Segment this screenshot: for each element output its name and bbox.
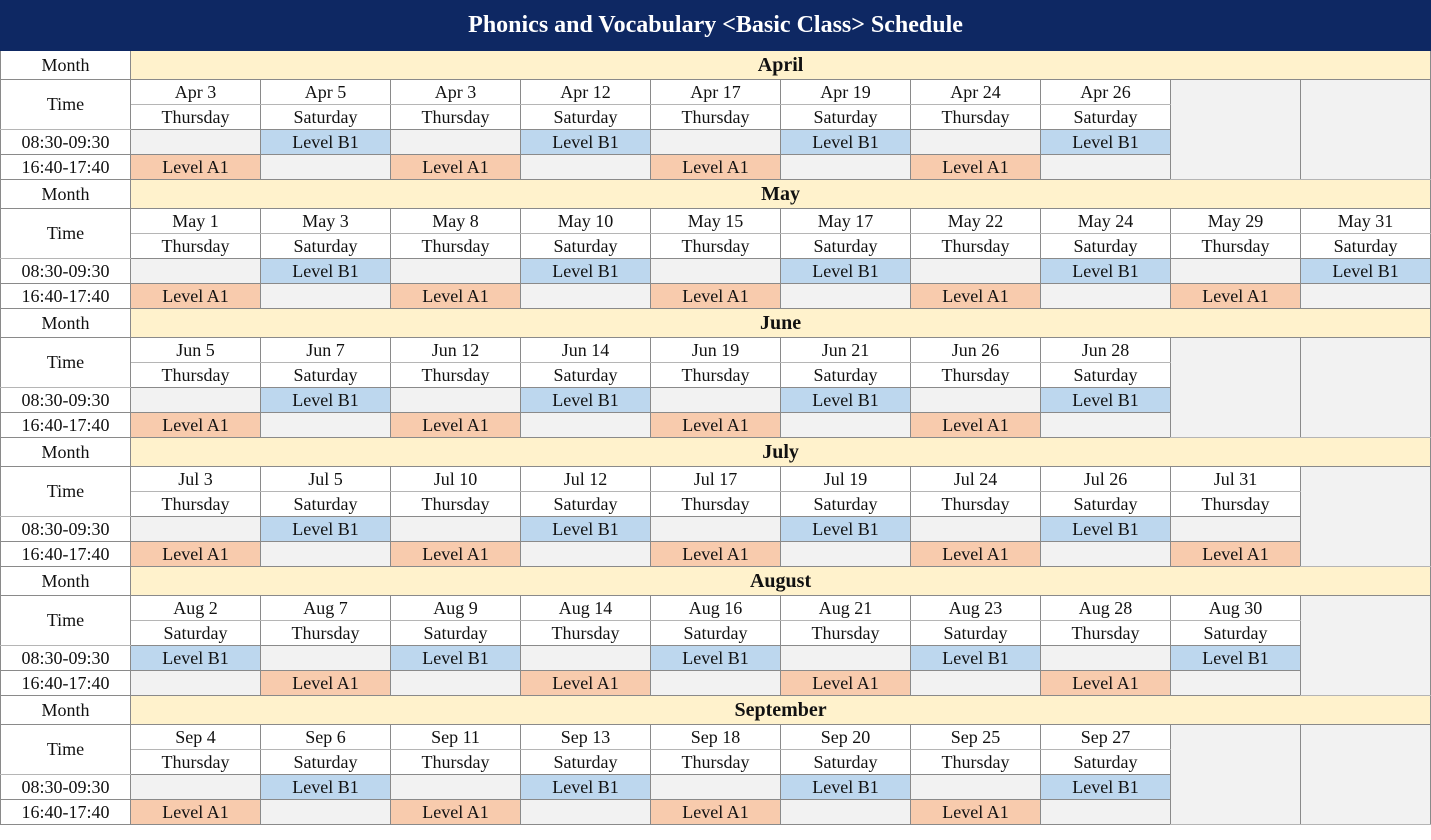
date-cell: Jul 10: [391, 467, 521, 492]
month-row: [1, 696, 1431, 725]
date-cell: Jun 5: [131, 338, 261, 363]
empty-slot-cell: [1041, 155, 1171, 180]
time-slot-row: [1, 671, 1431, 696]
empty-slot-cell: [521, 413, 651, 438]
weekday-cell: Thursday: [391, 234, 521, 259]
month-name: April: [131, 51, 1431, 80]
time-slot-row: [1, 284, 1431, 309]
empty-slot-cell: [651, 775, 781, 800]
weekday-cell: Thursday: [131, 234, 261, 259]
empty-slot-cell: [651, 259, 781, 284]
level-b1-cell: Level B1: [781, 259, 911, 284]
date-cell: Sep 6: [261, 725, 391, 750]
empty-slot-cell: [131, 259, 261, 284]
date-cell: May 29: [1171, 209, 1301, 234]
level-b1-cell: Level B1: [521, 259, 651, 284]
date-cell: Jul 12: [521, 467, 651, 492]
level-b1-cell: Level B1: [781, 775, 911, 800]
empty-slot-cell: [911, 775, 1041, 800]
empty-slot-cell: [781, 284, 911, 309]
level-b1-cell: Level B1: [781, 388, 911, 413]
weekday-cell: Thursday: [391, 750, 521, 775]
blank-cell: [1301, 80, 1431, 180]
time-slot-label: 08:30-09:30: [1, 517, 131, 542]
level-a1-cell: Level A1: [651, 413, 781, 438]
level-a1-cell: Level A1: [391, 284, 521, 309]
empty-slot-cell: [911, 388, 1041, 413]
level-a1-cell: Level A1: [261, 671, 391, 696]
empty-slot-cell: [911, 517, 1041, 542]
weekday-cell: Thursday: [651, 363, 781, 388]
time-slot-label: 16:40-17:40: [1, 413, 131, 438]
empty-slot-cell: [1041, 542, 1171, 567]
month-label: Month: [1, 309, 131, 338]
level-a1-cell: Level A1: [651, 155, 781, 180]
weekday-row: [1, 492, 1431, 517]
level-a1-cell: Level A1: [391, 413, 521, 438]
date-cell: Aug 9: [391, 596, 521, 621]
weekday-cell: Saturday: [1041, 234, 1171, 259]
blank-cell: [1301, 596, 1431, 696]
empty-slot-cell: [1301, 284, 1431, 309]
level-a1-cell: Level A1: [781, 671, 911, 696]
weekday-cell: Thursday: [1041, 621, 1171, 646]
empty-slot-cell: [1041, 646, 1171, 671]
empty-slot-cell: [1041, 413, 1171, 438]
weekday-cell: Thursday: [911, 363, 1041, 388]
weekday-cell: Saturday: [261, 234, 391, 259]
date-cell: Apr 3: [391, 80, 521, 105]
weekday-cell: Saturday: [1041, 105, 1171, 130]
level-b1-cell: Level B1: [781, 517, 911, 542]
month-row: [1, 309, 1431, 338]
empty-slot-cell: [781, 800, 911, 825]
date-row: [1, 80, 1431, 105]
schedule-title: Phonics and Vocabulary <Basic Class> Schedule: [1, 1, 1431, 51]
date-cell: Jun 7: [261, 338, 391, 363]
blank-cell: [1301, 725, 1431, 825]
time-slot-label: 16:40-17:40: [1, 542, 131, 567]
level-a1-cell: Level A1: [651, 542, 781, 567]
empty-slot-cell: [1171, 517, 1301, 542]
empty-slot-cell: [911, 130, 1041, 155]
level-b1-cell: Level B1: [521, 775, 651, 800]
time-label: Time: [1, 725, 131, 775]
level-a1-cell: Level A1: [131, 542, 261, 567]
weekday-cell: Thursday: [261, 621, 391, 646]
level-b1-cell: Level B1: [651, 646, 781, 671]
empty-slot-cell: [911, 259, 1041, 284]
month-label: Month: [1, 696, 131, 725]
empty-slot-cell: [1041, 800, 1171, 825]
date-cell: Jun 12: [391, 338, 521, 363]
empty-slot-cell: [131, 517, 261, 542]
month-name: May: [131, 180, 1431, 209]
date-cell: Apr 17: [651, 80, 781, 105]
weekday-cell: Saturday: [781, 363, 911, 388]
level-a1-cell: Level A1: [911, 800, 1041, 825]
date-cell: Jul 5: [261, 467, 391, 492]
empty-slot-cell: [651, 388, 781, 413]
date-cell: May 15: [651, 209, 781, 234]
empty-slot-cell: [651, 671, 781, 696]
weekday-cell: Saturday: [521, 105, 651, 130]
level-a1-cell: Level A1: [391, 542, 521, 567]
date-row: [1, 467, 1431, 492]
level-b1-cell: Level B1: [1171, 646, 1301, 671]
date-cell: Sep 11: [391, 725, 521, 750]
empty-slot-cell: [781, 155, 911, 180]
blank-cell: [1171, 80, 1301, 180]
level-a1-cell: Level A1: [131, 284, 261, 309]
date-cell: Sep 20: [781, 725, 911, 750]
date-cell: Sep 4: [131, 725, 261, 750]
date-cell: Aug 21: [781, 596, 911, 621]
level-b1-cell: Level B1: [261, 388, 391, 413]
level-a1-cell: Level A1: [651, 284, 781, 309]
blank-cell: [1171, 725, 1301, 825]
level-a1-cell: Level A1: [391, 155, 521, 180]
date-cell: May 24: [1041, 209, 1171, 234]
weekday-cell: Saturday: [1041, 363, 1171, 388]
month-row: [1, 51, 1431, 80]
weekday-cell: Saturday: [521, 492, 651, 517]
date-cell: Sep 25: [911, 725, 1041, 750]
time-label: Time: [1, 209, 131, 259]
weekday-cell: Saturday: [781, 750, 911, 775]
level-a1-cell: Level A1: [131, 413, 261, 438]
weekday-cell: Saturday: [781, 105, 911, 130]
date-row: [1, 596, 1431, 621]
empty-slot-cell: [391, 259, 521, 284]
empty-slot-cell: [521, 284, 651, 309]
time-slot-row: [1, 259, 1431, 284]
weekday-cell: Saturday: [521, 750, 651, 775]
empty-slot-cell: [131, 775, 261, 800]
month-label: Month: [1, 51, 131, 80]
weekday-cell: Saturday: [261, 492, 391, 517]
level-b1-cell: Level B1: [1301, 259, 1431, 284]
time-label: Time: [1, 596, 131, 646]
empty-slot-cell: [391, 130, 521, 155]
empty-slot-cell: [261, 646, 391, 671]
level-b1-cell: Level B1: [1041, 775, 1171, 800]
weekday-row: [1, 621, 1431, 646]
date-cell: Apr 26: [1041, 80, 1171, 105]
date-cell: Apr 5: [261, 80, 391, 105]
date-cell: Apr 3: [131, 80, 261, 105]
weekday-cell: Saturday: [261, 363, 391, 388]
weekday-cell: Saturday: [1171, 621, 1301, 646]
weekday-cell: Thursday: [651, 234, 781, 259]
weekday-cell: Thursday: [391, 105, 521, 130]
time-slot-row: [1, 646, 1431, 671]
level-b1-cell: Level B1: [391, 646, 521, 671]
date-cell: Apr 12: [521, 80, 651, 105]
weekday-cell: Saturday: [131, 621, 261, 646]
empty-slot-cell: [521, 542, 651, 567]
level-a1-cell: Level A1: [911, 413, 1041, 438]
empty-slot-cell: [521, 646, 651, 671]
empty-slot-cell: [391, 775, 521, 800]
empty-slot-cell: [781, 413, 911, 438]
empty-slot-cell: [261, 413, 391, 438]
level-a1-cell: Level A1: [1041, 671, 1171, 696]
weekday-cell: Saturday: [391, 621, 521, 646]
weekday-cell: Saturday: [781, 234, 911, 259]
date-row: [1, 338, 1431, 363]
month-label: Month: [1, 438, 131, 467]
weekday-cell: Thursday: [131, 492, 261, 517]
level-b1-cell: Level B1: [261, 130, 391, 155]
month-name: July: [131, 438, 1431, 467]
weekday-cell: Saturday: [1041, 750, 1171, 775]
time-label: Time: [1, 338, 131, 388]
level-b1-cell: Level B1: [781, 130, 911, 155]
level-b1-cell: Level B1: [261, 259, 391, 284]
date-cell: May 31: [1301, 209, 1431, 234]
level-a1-cell: Level A1: [1171, 542, 1301, 567]
time-slot-label: 08:30-09:30: [1, 388, 131, 413]
weekday-cell: Saturday: [521, 234, 651, 259]
weekday-cell: Saturday: [261, 105, 391, 130]
weekday-cell: Thursday: [131, 105, 261, 130]
level-b1-cell: Level B1: [521, 388, 651, 413]
blank-cell: [1171, 338, 1301, 438]
time-slot-label: 08:30-09:30: [1, 646, 131, 671]
date-cell: Aug 30: [1171, 596, 1301, 621]
weekday-cell: Thursday: [911, 750, 1041, 775]
level-a1-cell: Level A1: [911, 284, 1041, 309]
empty-slot-cell: [131, 388, 261, 413]
level-a1-cell: Level A1: [131, 155, 261, 180]
blank-cell: [1301, 467, 1431, 567]
level-a1-cell: Level A1: [651, 800, 781, 825]
time-slot-row: [1, 542, 1431, 567]
weekday-cell: Saturday: [781, 492, 911, 517]
level-b1-cell: Level B1: [1041, 388, 1171, 413]
date-cell: Apr 19: [781, 80, 911, 105]
empty-slot-cell: [651, 517, 781, 542]
date-cell: Jul 17: [651, 467, 781, 492]
date-cell: Aug 23: [911, 596, 1041, 621]
empty-slot-cell: [1041, 284, 1171, 309]
empty-slot-cell: [1171, 259, 1301, 284]
weekday-cell: Thursday: [781, 621, 911, 646]
empty-slot-cell: [781, 646, 911, 671]
level-a1-cell: Level A1: [391, 800, 521, 825]
empty-slot-cell: [651, 130, 781, 155]
empty-slot-cell: [261, 284, 391, 309]
weekday-cell: Thursday: [1171, 234, 1301, 259]
level-a1-cell: Level A1: [521, 671, 651, 696]
date-cell: May 1: [131, 209, 261, 234]
weekday-cell: Thursday: [651, 105, 781, 130]
date-cell: May 10: [521, 209, 651, 234]
weekday-cell: Thursday: [521, 621, 651, 646]
date-cell: May 3: [261, 209, 391, 234]
time-slot-label: 08:30-09:30: [1, 130, 131, 155]
time-label: Time: [1, 467, 131, 517]
time-slot-label: 16:40-17:40: [1, 155, 131, 180]
empty-slot-cell: [261, 800, 391, 825]
month-name: September: [131, 696, 1431, 725]
empty-slot-cell: [261, 155, 391, 180]
weekday-cell: Saturday: [911, 621, 1041, 646]
weekday-cell: Saturday: [1301, 234, 1431, 259]
empty-slot-cell: [261, 542, 391, 567]
level-b1-cell: Level B1: [911, 646, 1041, 671]
date-cell: Aug 7: [261, 596, 391, 621]
weekday-cell: Saturday: [261, 750, 391, 775]
weekday-row: [1, 234, 1431, 259]
date-cell: Jun 14: [521, 338, 651, 363]
date-cell: Aug 28: [1041, 596, 1171, 621]
month-name: August: [131, 567, 1431, 596]
date-cell: Jun 19: [651, 338, 781, 363]
date-cell: Jul 19: [781, 467, 911, 492]
month-row: [1, 438, 1431, 467]
date-cell: Sep 27: [1041, 725, 1171, 750]
month-row: [1, 180, 1431, 209]
month-label: Month: [1, 180, 131, 209]
time-slot-label: 16:40-17:40: [1, 284, 131, 309]
date-row: [1, 209, 1431, 234]
level-b1-cell: Level B1: [261, 775, 391, 800]
level-b1-cell: Level B1: [1041, 517, 1171, 542]
weekday-cell: Thursday: [131, 750, 261, 775]
weekday-cell: Thursday: [911, 234, 1041, 259]
date-cell: May 17: [781, 209, 911, 234]
date-cell: May 8: [391, 209, 521, 234]
weekday-cell: Thursday: [911, 492, 1041, 517]
date-cell: Jun 21: [781, 338, 911, 363]
weekday-cell: Thursday: [131, 363, 261, 388]
weekday-cell: Thursday: [651, 492, 781, 517]
empty-slot-cell: [521, 155, 651, 180]
weekday-cell: Saturday: [521, 363, 651, 388]
month-name: June: [131, 309, 1431, 338]
level-a1-cell: Level A1: [1171, 284, 1301, 309]
date-cell: Jun 28: [1041, 338, 1171, 363]
time-slot-label: 16:40-17:40: [1, 800, 131, 825]
level-a1-cell: Level A1: [131, 800, 261, 825]
time-slot-label: 16:40-17:40: [1, 671, 131, 696]
empty-slot-cell: [131, 671, 261, 696]
date-cell: May 22: [911, 209, 1041, 234]
date-cell: Apr 24: [911, 80, 1041, 105]
weekday-cell: Thursday: [651, 750, 781, 775]
time-slot-label: 08:30-09:30: [1, 775, 131, 800]
date-cell: Jul 3: [131, 467, 261, 492]
time-slot-label: 08:30-09:30: [1, 259, 131, 284]
date-cell: Jun 26: [911, 338, 1041, 363]
weekday-cell: Saturday: [651, 621, 781, 646]
date-cell: Sep 18: [651, 725, 781, 750]
level-b1-cell: Level B1: [261, 517, 391, 542]
weekday-cell: Thursday: [1171, 492, 1301, 517]
empty-slot-cell: [781, 542, 911, 567]
time-slot-row: [1, 517, 1431, 542]
month-row: [1, 567, 1431, 596]
level-a1-cell: Level A1: [911, 155, 1041, 180]
date-cell: Aug 16: [651, 596, 781, 621]
weekday-cell: Thursday: [391, 492, 521, 517]
title-row: [1, 1, 1431, 51]
level-b1-cell: Level B1: [1041, 130, 1171, 155]
time-label: Time: [1, 80, 131, 130]
level-a1-cell: Level A1: [911, 542, 1041, 567]
blank-cell: [1301, 338, 1431, 438]
level-b1-cell: Level B1: [521, 130, 651, 155]
level-b1-cell: Level B1: [131, 646, 261, 671]
empty-slot-cell: [391, 388, 521, 413]
empty-slot-cell: [521, 800, 651, 825]
weekday-cell: Saturday: [1041, 492, 1171, 517]
empty-slot-cell: [911, 671, 1041, 696]
date-row: [1, 725, 1431, 750]
empty-slot-cell: [131, 130, 261, 155]
date-cell: Aug 2: [131, 596, 261, 621]
empty-slot-cell: [391, 671, 521, 696]
date-cell: Sep 13: [521, 725, 651, 750]
empty-slot-cell: [391, 517, 521, 542]
weekday-cell: Thursday: [391, 363, 521, 388]
month-label: Month: [1, 567, 131, 596]
weekday-cell: Thursday: [911, 105, 1041, 130]
level-b1-cell: Level B1: [1041, 259, 1171, 284]
date-cell: Jul 31: [1171, 467, 1301, 492]
date-cell: Jul 24: [911, 467, 1041, 492]
date-cell: Jul 26: [1041, 467, 1171, 492]
empty-slot-cell: [1171, 671, 1301, 696]
date-cell: Aug 14: [521, 596, 651, 621]
level-b1-cell: Level B1: [521, 517, 651, 542]
